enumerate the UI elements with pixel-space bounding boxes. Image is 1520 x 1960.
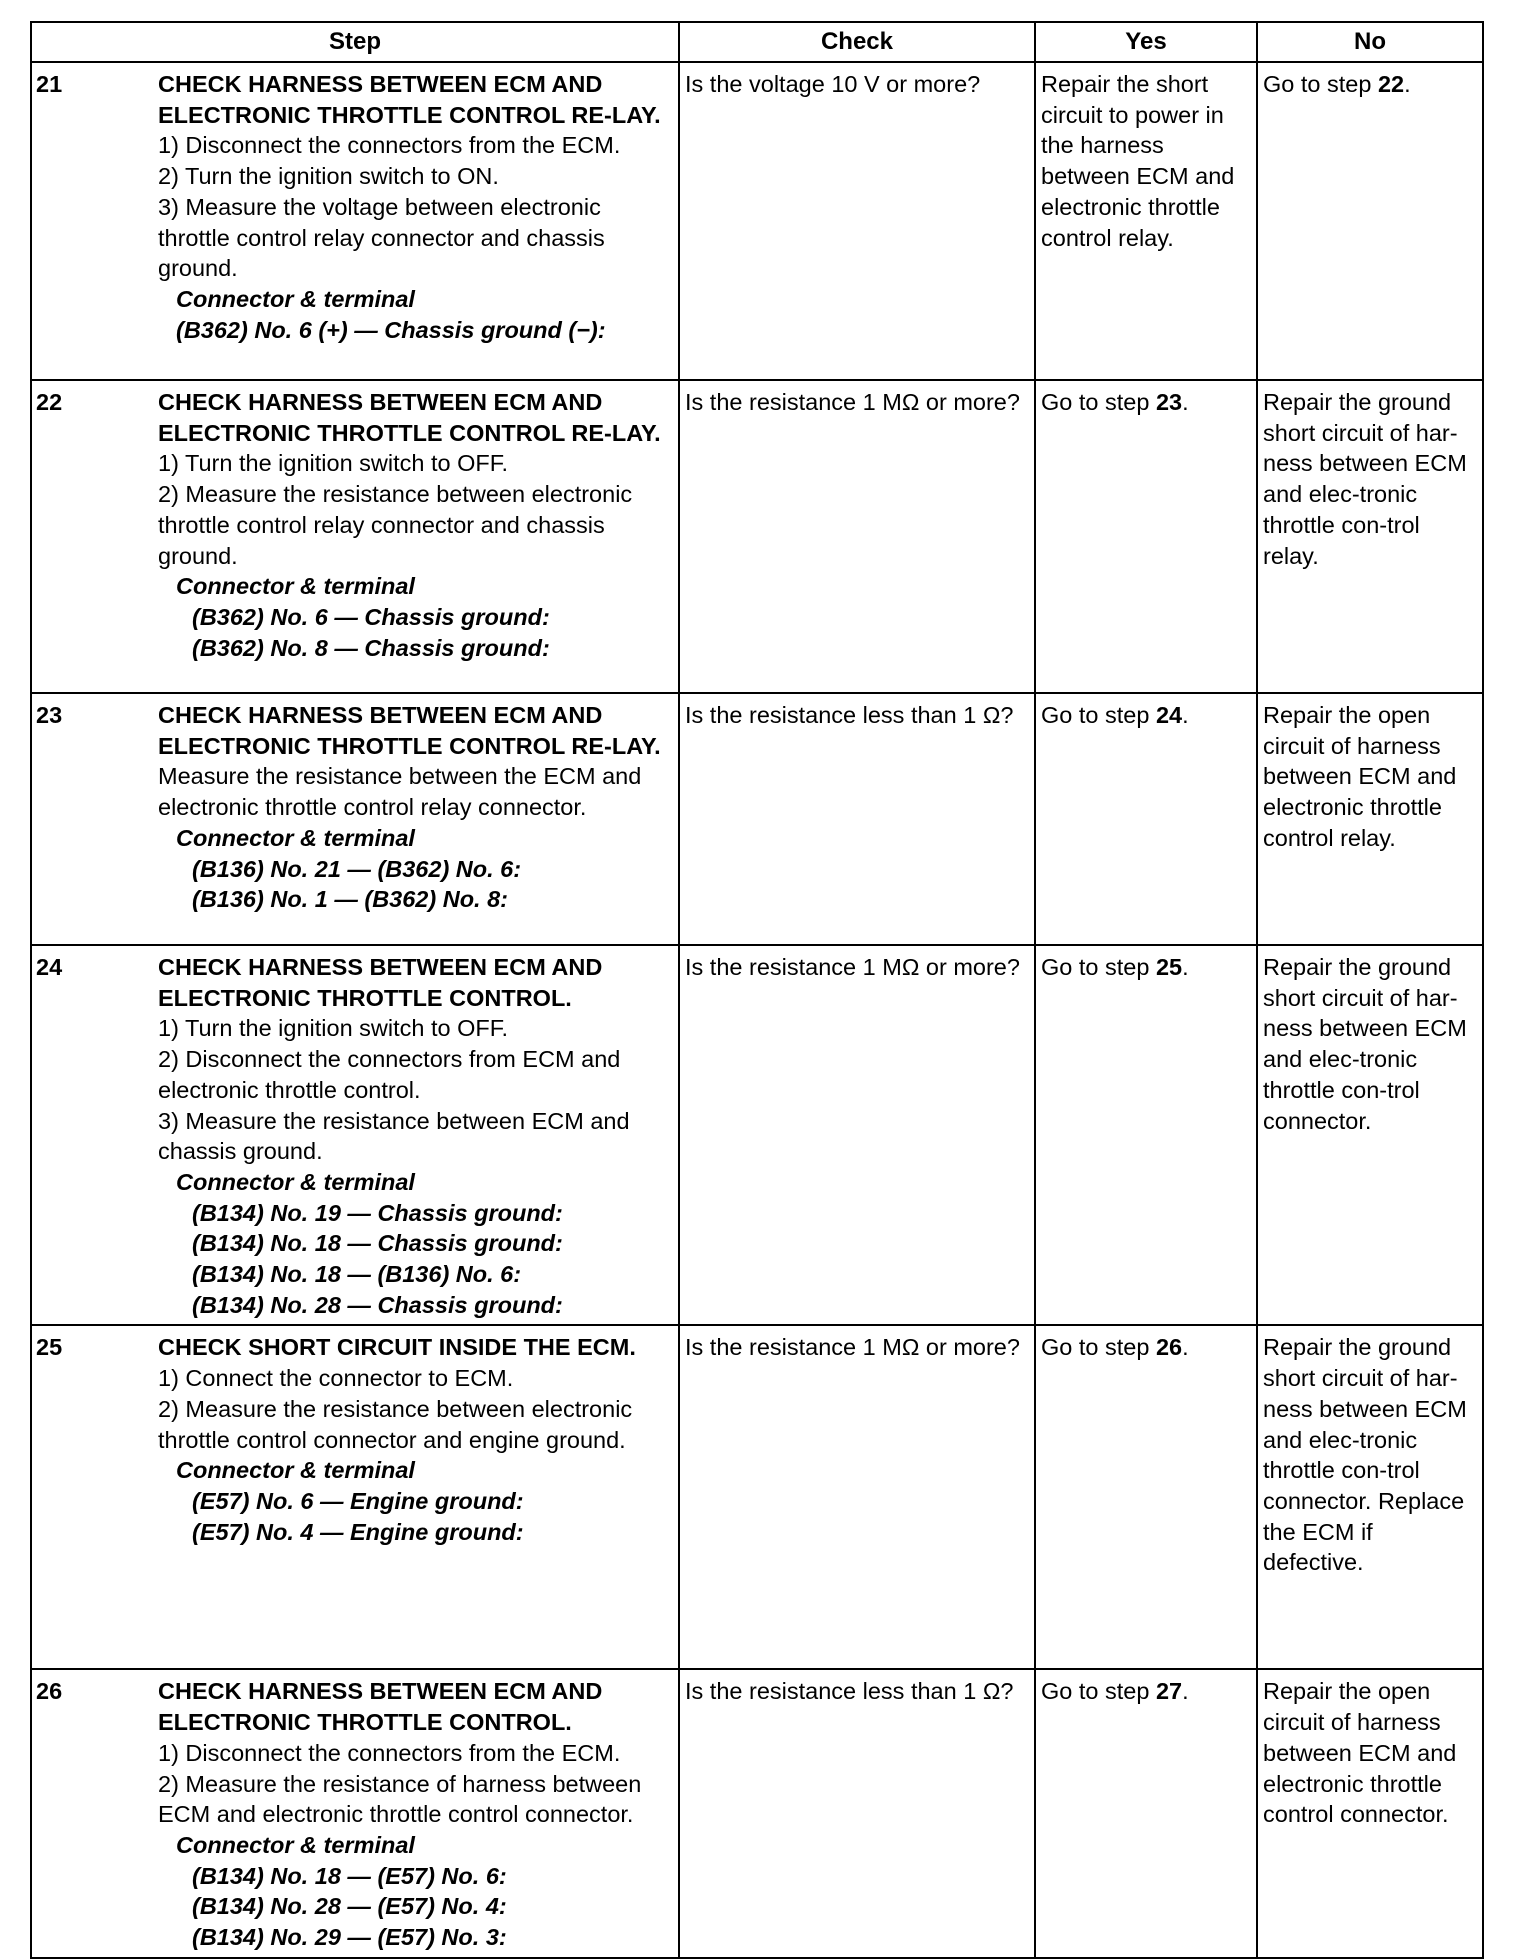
yes-text-end: .: [1182, 702, 1189, 728]
step-cell: [31, 1325, 679, 1669]
yes-text-end: .: [1182, 389, 1189, 415]
terminal-line: (E57) No. 4 — Engine ground:: [192, 1518, 524, 1545]
check-cell: Is the resistance less than 1 Ω?: [679, 1669, 1035, 1957]
diagnostic-table: [30, 21, 1484, 1959]
step-title: CHECK HARNESS BETWEEN ECM AND ELECTRONIC THROTTLE CONTROL RE-LAY.: [158, 702, 661, 759]
terminal-line: (B134) No. 28 — Chassis ground:: [192, 1291, 563, 1318]
table-row: [31, 380, 1483, 693]
yes-text-end: .: [1182, 1334, 1189, 1361]
yes-step-ref: 25: [1155, 954, 1183, 980]
no-cell: Repair the ground short circuit of har-ness between ECM and elec-tronic throttle con-trol connector.: [1257, 945, 1483, 1325]
step-instruction: 1) Disconnect the connectors from the ECM.: [158, 132, 621, 159]
terminal-line: (B362) No. 6 (+) — Chassis ground (−):: [176, 316, 606, 343]
check-cell: Is the resistance 1 MΩ or more?: [679, 1325, 1035, 1669]
header-step: Step: [31, 22, 679, 62]
step-cell: [31, 945, 679, 1325]
step-cell: [31, 1669, 679, 1957]
no-cell: [1257, 62, 1483, 380]
step-number: 21: [36, 71, 63, 97]
terminal-line: (B362) No. 6 — Chassis ground:: [192, 603, 550, 630]
yes-cell: [1035, 1325, 1257, 1669]
step-instruction: 1) Turn the ignition switch to OFF.: [158, 1015, 509, 1042]
step-title: CHECK HARNESS BETWEEN ECM AND ELECTRONIC THROTTLE CONTROL.: [158, 954, 603, 1011]
step-instruction: 2) Measure the resistance between electronic throttle control relay connector and chassis ground.: [158, 481, 633, 569]
step-title: CHECK SHORT CIRCUIT INSIDE THE ECM.: [158, 1334, 636, 1361]
yes-cell: Repair the short circuit to power in the harness between ECM and electronic throttle control relay.: [1035, 62, 1257, 380]
yes-cell: [1035, 380, 1257, 693]
troubleshooting-document: [30, 21, 1482, 1959]
step-cell: [31, 62, 679, 380]
header-no: No: [1257, 22, 1483, 62]
yes-cell: [1035, 1669, 1257, 1957]
yes-text-end: .: [1182, 1678, 1189, 1705]
check-cell: Is the resistance less than 1 Ω?: [679, 693, 1035, 945]
step-instruction: 1) Connect the connector to ECM.: [158, 1365, 514, 1392]
table-row: [31, 945, 1483, 1325]
check-cell: Is the resistance 1 MΩ or more?: [679, 945, 1035, 1325]
no-cell: Repair the open circuit of harness between ECM and electronic throttle control relay.: [1257, 693, 1483, 945]
table-row: [31, 1669, 1483, 1957]
step-cell: [31, 693, 679, 945]
yes-step-ref: 26: [1155, 1334, 1183, 1361]
no-cell: Repair the ground short circuit of har-ness between ECM and elec-tronic throttle con-trol connector. Replace the ECM if defective.: [1257, 1325, 1483, 1669]
terminal-line: (B134) No. 19 — Chassis ground:: [192, 1199, 563, 1226]
step-number: 23: [36, 702, 63, 728]
step-title: CHECK HARNESS BETWEEN ECM AND ELECTRONIC THROTTLE CONTROL RE-LAY.: [158, 71, 661, 128]
terminal-line: (E57) No. 6 — Engine ground:: [192, 1487, 524, 1514]
yes-step-ref: 27: [1155, 1678, 1183, 1705]
yes-text-end: .: [1182, 954, 1189, 980]
yes-cell: [1035, 945, 1257, 1325]
check-cell: Is the voltage 10 V or more?: [679, 62, 1035, 380]
step-instruction: 3) Measure the voltage between electronic throttle control relay connector and chassis ground.: [158, 193, 605, 282]
step-instruction: 2) Measure the resistance of harness between ECM and electronic throttle control connector.: [158, 1770, 642, 1828]
table-row: [31, 1325, 1483, 1669]
yes-text: Go to step: [1041, 954, 1156, 980]
yes-cell: [1035, 693, 1257, 945]
step-cell: [31, 380, 679, 693]
terminal-line: (B362) No. 8 — Chassis ground:: [192, 634, 550, 661]
terminal-line: (B134) No. 18 — (B136) No. 6:: [192, 1261, 522, 1288]
no-cell: Repair the ground short circuit of har-ness between ECM and elec-tronic throttle con-trol relay.: [1257, 380, 1483, 693]
no-step-ref: 22: [1377, 71, 1405, 97]
step-instruction: 2) Measure the resistance between electronic throttle control connector and engine ground.: [158, 1395, 633, 1453]
table-row: [31, 693, 1483, 945]
yes-text: Go to step: [1041, 389, 1156, 415]
connector-terminal-label: Connector & terminal: [176, 824, 415, 851]
step-instruction: 3) Measure the resistance between ECM and chassis ground.: [158, 1107, 630, 1165]
step-instruction: 2) Turn the ignition switch to ON.: [158, 163, 499, 190]
table-row: [31, 62, 1483, 380]
yes-text: Go to step: [1041, 1334, 1156, 1361]
terminal-line: (B134) No. 18 — Chassis ground:: [192, 1230, 563, 1257]
no-cell: Repair the open circuit of harness between ECM and electronic throttle control connector.: [1257, 1669, 1483, 1957]
connector-terminal-label: Connector & terminal: [176, 1457, 415, 1484]
step-instruction: 1) Disconnect the connectors from the ECM.: [158, 1739, 621, 1766]
connector-terminal-label: Connector & terminal: [176, 285, 415, 312]
yes-text: Go to step: [1041, 1678, 1156, 1705]
header-check: Check: [679, 22, 1035, 62]
terminal-line: (B136) No. 1 — (B362) No. 8:: [192, 886, 509, 913]
header-row: [31, 22, 1483, 62]
step-number: 25: [36, 1334, 63, 1361]
step-title: CHECK HARNESS BETWEEN ECM AND ELECTRONIC THROTTLE CONTROL.: [158, 1678, 603, 1736]
terminal-line: (B134) No. 28 — (E57) No. 4:: [192, 1893, 507, 1920]
step-title: CHECK HARNESS BETWEEN ECM AND ELECTRONIC THROTTLE CONTROL RE-LAY.: [158, 389, 661, 446]
header-yes: Yes: [1035, 22, 1257, 62]
connector-terminal-label: Connector & terminal: [176, 1831, 415, 1858]
terminal-line: (B134) No. 29 — (E57) No. 3:: [192, 1924, 507, 1951]
yes-step-ref: 24: [1155, 702, 1183, 728]
step-instruction: Measure the resistance between the ECM and electronic throttle control relay connector.: [158, 763, 642, 821]
yes-step-ref: 23: [1155, 389, 1183, 415]
connector-terminal-label: Connector & terminal: [176, 573, 415, 600]
step-number: 26: [36, 1678, 63, 1705]
step-number: 22: [36, 389, 63, 415]
terminal-line: (B136) No. 21 — (B362) No. 6:: [192, 855, 522, 882]
check-cell: Is the resistance 1 MΩ or more?: [679, 380, 1035, 693]
connector-terminal-label: Connector & terminal: [176, 1168, 415, 1195]
terminal-line: (B134) No. 18 — (E57) No. 6:: [192, 1862, 507, 1889]
no-text: Go to step: [1263, 71, 1378, 97]
step-number: 24: [36, 954, 63, 980]
yes-text: Go to step: [1041, 702, 1156, 728]
step-instruction: 1) Turn the ignition switch to OFF.: [158, 450, 509, 477]
step-instruction: 2) Disconnect the connectors from ECM and electronic throttle control.: [158, 1046, 621, 1103]
no-text-end: .: [1404, 71, 1411, 97]
